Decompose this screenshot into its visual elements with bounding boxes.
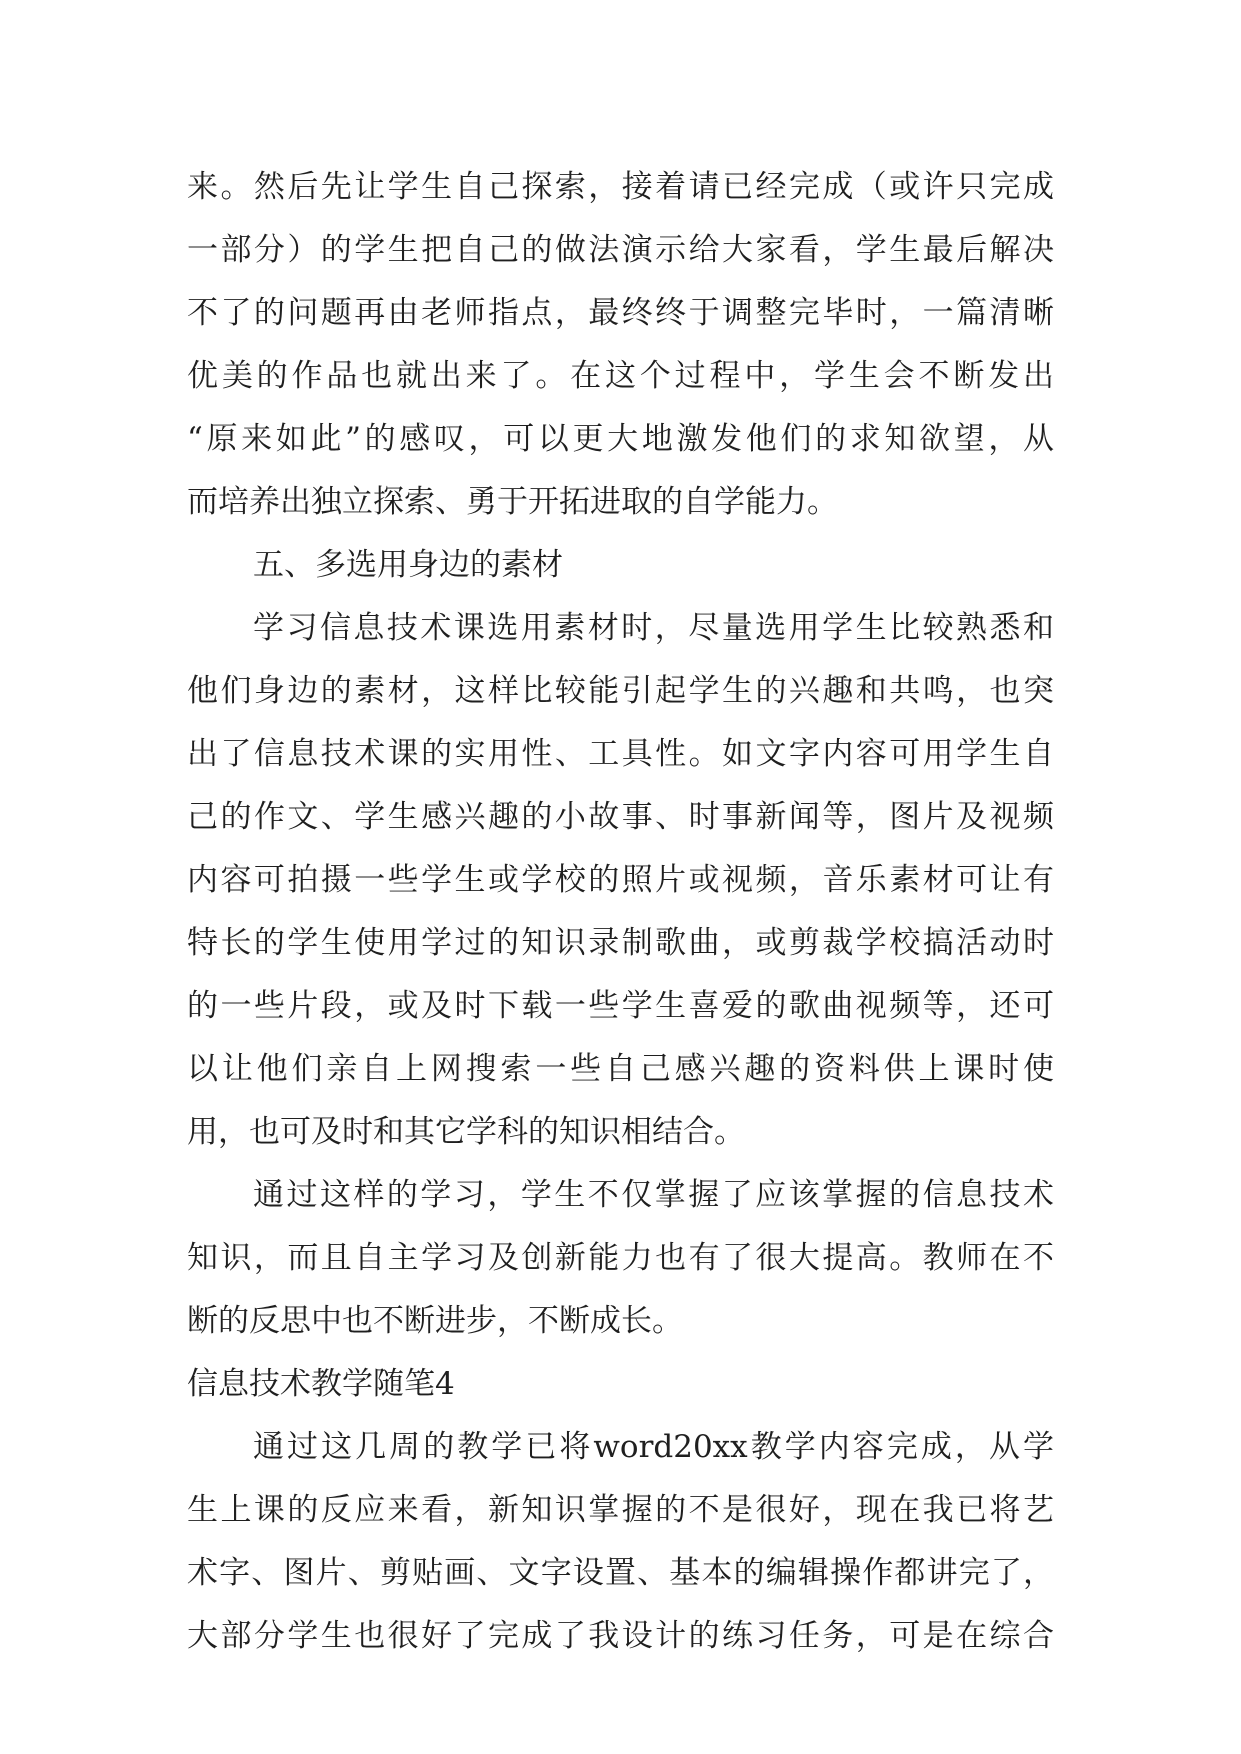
text-line-24: 大部分学生也很好了完成了我设计的练习任务，可是在综合 xyxy=(187,1618,1054,1654)
text-line-6: 而培养出独立探索、勇于开拓进取的自学能力。 xyxy=(187,484,838,520)
text-line-17: 通过这样的学习，学生不仅掌握了应该掌握的信息技术 xyxy=(253,1177,1054,1213)
text-line-23: 术字、图片、剪贴画、文字设置、基本的编辑操作都讲完了， xyxy=(187,1555,1054,1591)
text-line-5: “原来如此”的感叹，可以更大地激发他们的求知欲望，从 xyxy=(187,421,1054,457)
text-line-21: 通过这几周的教学已将word20xx教学内容完成，从学 xyxy=(253,1429,1054,1465)
text-line-14: 的一些片段，或及时下载一些学生喜爱的歌曲视频等，还可 xyxy=(187,988,1054,1024)
text-line-11: 己的作文、学生感兴趣的小故事、时事新闻等，图片及视频 xyxy=(187,799,1054,835)
text-line-22: 生上课的反应来看，新知识掌握的不是很好，现在我已将艺 xyxy=(187,1492,1054,1528)
document-body xyxy=(187,156,1054,1668)
text-line-18: 知识，而且自主学习及创新能力也有了很大提高。教师在不 xyxy=(187,1240,1054,1276)
text-line-13: 特长的学生使用学过的知识录制歌曲，或剪裁学校搞活动时 xyxy=(187,925,1054,961)
text-line-16: 用，也可及时和其它学科的知识相结合。 xyxy=(187,1114,745,1150)
text-line-4: 优美的作品也就出来了。在这个过程中，学生会不断发出 xyxy=(187,358,1054,394)
text-line-15: 以让他们亲自上网搜索一些自己感兴趣的资料供上课时使 xyxy=(187,1051,1054,1087)
text-line-8: 学习信息技术课选用素材时，尽量选用学生比较熟悉和 xyxy=(253,610,1054,646)
text-line-9: 他们身边的素材，这样比较能引起学生的兴趣和共鸣，也突 xyxy=(187,673,1054,709)
text-line-1: 来。然后先让学生自己探索，接着请已经完成（或许只完成 xyxy=(187,169,1054,205)
section-heading: 五、多选用身边的素材 xyxy=(253,547,563,583)
text-line-10: 出了信息技术课的实用性、工具性。如文字内容可用学生自 xyxy=(187,736,1054,772)
text-line-2: 一部分）的学生把自己的做法演示给大家看，学生最后解决 xyxy=(187,232,1054,268)
text-line-19: 断的反思中也不断进步，不断成长。 xyxy=(187,1303,683,1339)
text-line-12: 内容可拍摄一些学生或学校的照片或视频，音乐素材可让有 xyxy=(187,862,1054,898)
article-title: 信息技术教学随笔4 xyxy=(187,1366,455,1402)
text-line-3: 不了的问题再由老师指点，最终终于调整完毕时，一篇清晰 xyxy=(187,295,1054,331)
